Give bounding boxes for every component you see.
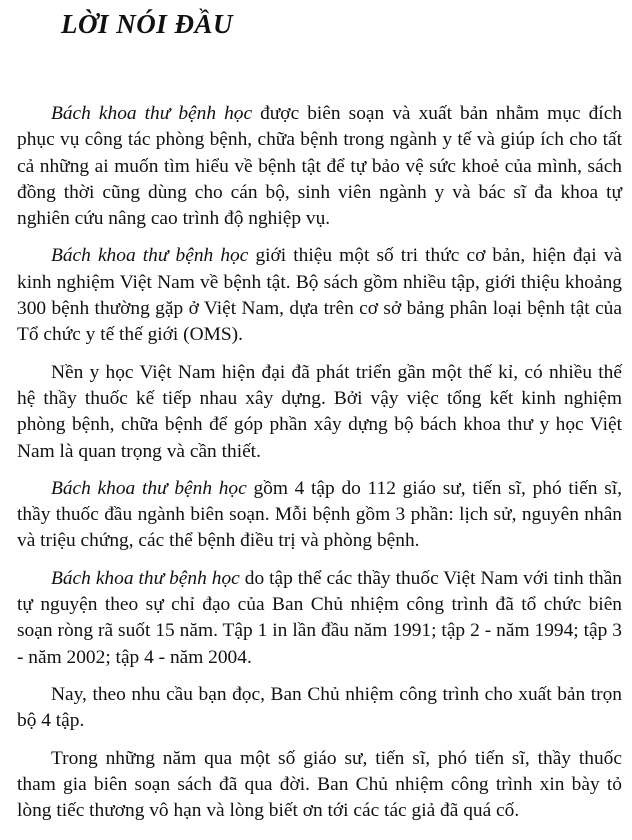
paragraph-text: Trong những năm qua một số giáo sư, tiến sĩ, phó tiến sĩ, thầy thuốc tham gia biên soạn sách đã qua đời. Ban Chủ nhiệm công trình xin bày tỏ lòng tiếc thương vô hạn và lòng biết ơn tới các tác giả đã quá cố. (17, 747, 622, 822)
book-title-italic: Bách khoa thư bệnh học (51, 567, 240, 589)
paragraph-4 (17, 476, 622, 555)
preface-body (17, 101, 622, 835)
paragraph-1 (17, 101, 622, 232)
paragraph-6 (17, 682, 622, 735)
paragraph-5 (17, 566, 622, 671)
paragraph-text: giới thiệu một số tri thức cơ bản, hiện đại và kinh nghiệm Việt Nam về bệnh tật. Bộ sách gồm nhiều tập, giới thiệu khoảng 300 bệnh thường gặp ở Việt Nam, dựa trên cơ sở bảng phân loại bệnh tật của Tổ chức y tế thế giới (OMS). (17, 245, 622, 346)
paragraph-7 (17, 746, 622, 825)
page-heading: LỜI NÓI ĐẦU (61, 9, 234, 39)
paragraph-2 (17, 243, 622, 348)
paragraph-text: Nền y học Việt Nam hiện đại đã phát triển gần một thế kỉ, có nhiều thế hệ thầy thuốc kế tiếp nhau xây dựng. Bởi vậy việc tổng kết kinh nghiệm phòng bệnh, chữa bệnh để góp phần xây dựng bộ bách khoa thư y học Việt Nam là quan trọng và cần thiết. (17, 361, 622, 462)
paragraph-text: gồm 4 tập do 112 giáo sư, tiến sĩ, phó tiến sĩ, thầy thuốc đầu ngành biên soạn. Mỗi bệnh gồm 3 phần: lịch sử, nguyên nhân và triệu chứng, các thể bệnh điều trị và phòng bệnh. (17, 477, 622, 552)
paragraph-text: Nay, theo nhu cầu bạn đọc, Ban Chủ nhiệm công trình cho xuất bản trọn bộ 4 tập. (17, 683, 622, 732)
book-title-italic: Bách khoa thư bệnh học (51, 245, 249, 267)
paragraph-text: được biên soạn và xuất bản nhằm mục đích phục vụ công tác phòng bệnh, chữa bệnh trong ngành y tế và giúp ích cho tất cả những ai muốn tìm hiểu về bệnh tật để tự bảo vệ sức khoẻ của mình, sách đồng thời cũng dùng cho cán bộ, sinh viên ngành y và bác sĩ đa khoa tự nghiên cứu nâng cao trình độ nghiệp vụ. (17, 103, 622, 230)
paragraph-3 (17, 360, 622, 465)
book-title-italic: Bách khoa thư bệnh học (51, 477, 247, 499)
book-title-italic: Bách khoa thư bệnh học (51, 103, 253, 124)
paragraph-text: do tập thể các thầy thuốc Việt Nam với tinh thần tự nguyện theo sự chỉ đạo của Ban Chủ nhiệm công trình đã tổ chức biên soạn ròng rã suốt 15 năm. Tập 1 in lần đầu năm 1991; tập 2 - năm 1994; tập 3 - năm 2002; tập 4 - năm 2004. (17, 567, 622, 668)
